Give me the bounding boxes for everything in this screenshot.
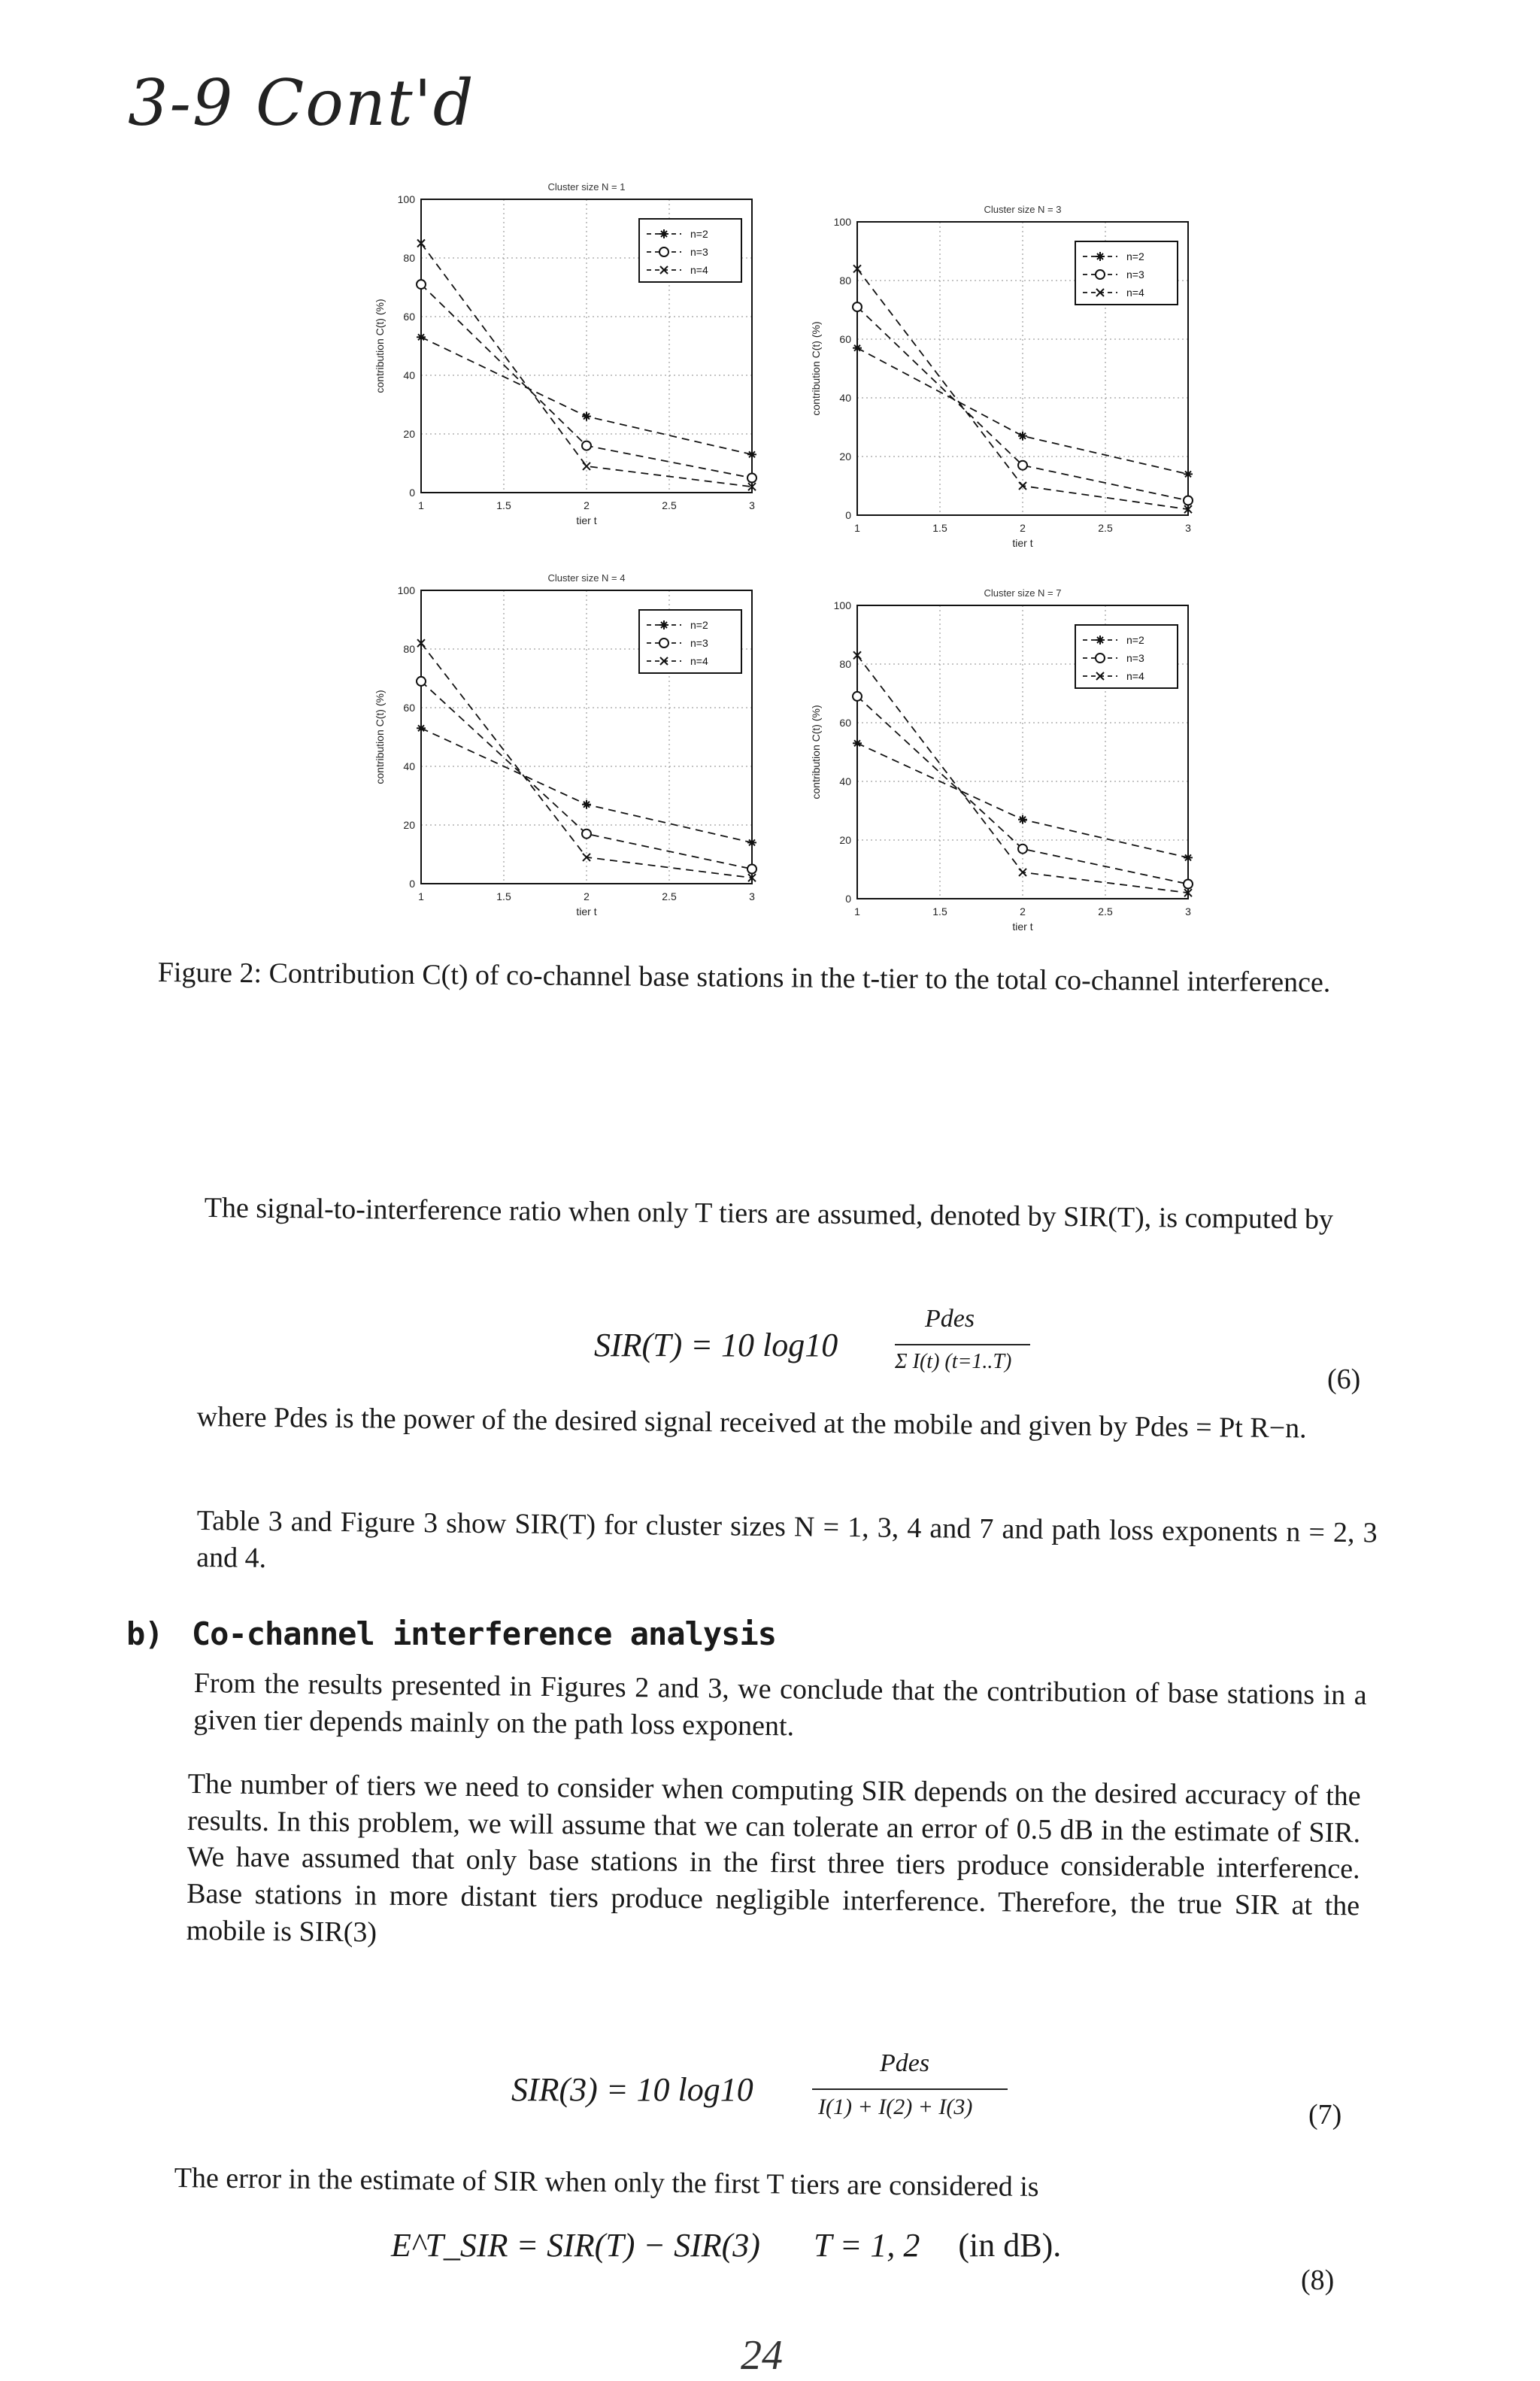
- x-tick-label: 2: [584, 499, 590, 511]
- data-point: [853, 739, 862, 748]
- data-point: [417, 677, 426, 686]
- paragraph-5: The number of tiers we need to consider when computing SIR depends on the desired accuracy of the results. In this problem, we will assume that we can tolerate an error of 0.5 dB in the estimate of SIR. We have assumed that only base stations in the first three tiers produce considerable interference. Base stations in more distant tiers produce negligible interference. Therefore, the true SIR at the mobile is SIR(3): [186, 1767, 1361, 1949]
- x-tick-label: 1: [854, 905, 860, 918]
- y-tick-label: 0: [845, 893, 851, 905]
- caption-label: Figure 2:: [157, 956, 262, 990]
- data-point: [1018, 432, 1027, 441]
- series-line-n=3: [857, 696, 1188, 884]
- legend-label: n=2: [1126, 634, 1144, 646]
- x-tick-label: 1.5: [496, 890, 511, 902]
- x-axis-label: tier t: [576, 905, 597, 918]
- eq8-condition: T = 1, 2: [813, 2227, 920, 2264]
- legend-label: n=4: [1126, 670, 1144, 682]
- y-tick-label: 20: [839, 834, 851, 846]
- series-line-n=4: [421, 643, 752, 878]
- page-number: 24: [741, 2332, 783, 2379]
- x-tick-label: 2.5: [662, 890, 677, 902]
- plot-n1: [353, 169, 835, 560]
- y-tick-label: 60: [839, 333, 851, 345]
- x-tick-label: 1.5: [496, 499, 511, 511]
- legend-label: n=2: [690, 228, 708, 240]
- chart-title: Cluster size N = 1: [547, 181, 626, 193]
- plot-n3-svg: [790, 192, 1271, 583]
- eq7-denominator: I(1) + I(2) + I(3): [818, 2094, 973, 2119]
- plot-n4-svg: [353, 560, 835, 951]
- data-point: [747, 838, 756, 847]
- x-tick-label: 1: [854, 522, 860, 534]
- x-tick-label: 1.5: [932, 522, 947, 534]
- legend-label: n=4: [1126, 287, 1144, 299]
- data-point: [853, 692, 862, 701]
- series-line-n=3: [421, 681, 752, 869]
- eq7-fraction-bar: [812, 2088, 1008, 2090]
- x-tick-label: 3: [749, 890, 755, 902]
- eq8-text: E^T_SIR = SIR(T) − SIR(3): [391, 2227, 760, 2264]
- series-line-n=4: [857, 655, 1188, 893]
- y-tick-label: 20: [403, 819, 415, 831]
- section-title: Co-channel interference analysis: [191, 1615, 777, 1652]
- x-tick-label: 3: [1185, 905, 1191, 918]
- y-tick-label: 40: [403, 760, 415, 772]
- eq7-number: (7): [1308, 2099, 1342, 2131]
- section-heading: [126, 1615, 776, 1652]
- chart-title: Cluster size N = 4: [547, 572, 626, 584]
- paragraph-1: The signal-to-interference ratio when only T tiers are assumed, denoted by SIR(T), is computed by: [204, 1191, 1334, 1236]
- x-tick-label: 2: [584, 890, 590, 902]
- data-point: [1184, 469, 1193, 478]
- y-tick-label: 20: [403, 428, 415, 440]
- x-tick-label: 3: [749, 499, 755, 511]
- y-axis-label: contribution C(t) (%): [810, 705, 822, 799]
- equation-7: [511, 2049, 1038, 2132]
- y-tick-label: 80: [403, 252, 415, 264]
- data-point: [1018, 461, 1027, 470]
- plot-n7: [790, 575, 1271, 966]
- y-tick-label: 40: [403, 369, 415, 381]
- paragraph-3: Table 3 and Figure 3 show SIR(T) for cluster sizes N = 1, 3, 4 and 7 and path loss exponents n = 2, 3 and 4.: [196, 1504, 1378, 1574]
- data-point: [583, 463, 590, 470]
- data-point: [659, 247, 668, 256]
- legend-label: n=3: [690, 637, 708, 649]
- eq8-number: (8): [1301, 2264, 1335, 2296]
- series-line-n=2: [421, 337, 752, 454]
- legend-label: n=4: [690, 655, 708, 667]
- data-point: [417, 332, 426, 341]
- section-label: b): [126, 1615, 163, 1652]
- y-tick-label: 40: [839, 392, 851, 404]
- data-point: [1184, 880, 1193, 889]
- y-axis-label: contribution C(t) (%): [810, 321, 822, 416]
- paragraph-4: From the results presented in Figures 2 and 3, we conclude that the contribution of base stations in a given tier depends mainly on the path loss exponent.: [193, 1667, 1367, 1742]
- data-point: [1096, 654, 1105, 663]
- data-point: [853, 344, 862, 353]
- y-tick-label: 60: [839, 717, 851, 729]
- y-axis-label: contribution C(t) (%): [374, 690, 386, 784]
- x-axis-label: tier t: [1012, 537, 1033, 549]
- data-point: [747, 450, 756, 459]
- data-point: [417, 723, 426, 732]
- y-tick-label: 80: [839, 658, 851, 670]
- eq6-lhs: SIR(T) = 10 log10: [594, 1327, 838, 1363]
- x-axis-label: tier t: [1012, 921, 1033, 933]
- eq7-lhs: SIR(3) = 10 log10: [511, 2071, 753, 2108]
- data-point: [1184, 496, 1193, 505]
- y-tick-label: 80: [403, 643, 415, 655]
- data-point: [1018, 845, 1027, 854]
- y-tick-label: 100: [397, 584, 415, 596]
- equation-6: [594, 1305, 1045, 1388]
- data-point: [582, 441, 591, 450]
- legend-label: n=2: [690, 619, 708, 631]
- data-point: [582, 800, 591, 809]
- plot-n3: [790, 192, 1271, 583]
- chart-title: Cluster size N = 7: [984, 587, 1062, 599]
- data-point: [747, 865, 756, 874]
- x-tick-label: 2: [1020, 905, 1026, 918]
- x-tick-label: 3: [1185, 522, 1191, 534]
- y-tick-label: 0: [409, 878, 415, 890]
- legend-label: n=3: [690, 246, 708, 258]
- x-tick-label: 1.5: [932, 905, 947, 918]
- x-axis-label: tier t: [576, 514, 597, 526]
- data-point: [659, 638, 668, 648]
- x-tick-label: 1: [418, 499, 424, 511]
- x-tick-label: 2.5: [1098, 522, 1113, 534]
- x-tick-label: 1: [418, 890, 424, 902]
- y-tick-label: 100: [833, 599, 851, 611]
- eq6-denominator: Σ I(t) (t=1..T): [895, 1350, 1012, 1373]
- y-tick-label: 40: [839, 775, 851, 787]
- data-point: [1184, 853, 1193, 862]
- y-tick-label: 100: [833, 216, 851, 228]
- y-tick-label: 60: [403, 311, 415, 323]
- x-tick-label: 2: [1020, 522, 1026, 534]
- handwritten-header: 3-9 Cont'd: [128, 66, 475, 140]
- chart-title: Cluster size N = 3: [984, 204, 1062, 215]
- caption-text: Contribution C(t) of co-channel base stations in the t-tier to the total co-channel interference.: [268, 957, 1331, 999]
- plot-n1-svg: [353, 169, 835, 560]
- legend-label: n=3: [1126, 652, 1144, 664]
- eq6-numerator: Pdes: [925, 1305, 975, 1333]
- data-point: [417, 280, 426, 289]
- equation-8: [391, 2226, 1218, 2264]
- legend-label: n=3: [1126, 268, 1144, 281]
- y-tick-label: 80: [839, 274, 851, 287]
- plot-n7-svg: [790, 575, 1271, 966]
- y-tick-label: 0: [845, 509, 851, 521]
- y-axis-label: contribution C(t) (%): [374, 299, 386, 393]
- plot-n4: [353, 560, 835, 951]
- data-point: [1096, 270, 1105, 279]
- legend-label: n=2: [1126, 250, 1144, 262]
- data-point: [582, 412, 591, 421]
- data-point: [853, 302, 862, 311]
- eq6-number: (6): [1327, 1363, 1361, 1395]
- y-tick-label: 60: [403, 702, 415, 714]
- x-tick-label: 2.5: [1098, 905, 1113, 918]
- paragraph-6: The error in the estimate of SIR when only the first T tiers are considered is: [174, 2161, 1039, 2204]
- y-tick-label: 0: [409, 487, 415, 499]
- y-tick-label: 100: [397, 193, 415, 205]
- data-point: [582, 830, 591, 839]
- eq7-numerator: Pdes: [880, 2049, 930, 2077]
- y-tick-label: 20: [839, 450, 851, 463]
- data-point: [1018, 815, 1027, 824]
- legend-label: n=4: [690, 264, 708, 276]
- eq8-unit: (in dB).: [958, 2227, 1062, 2264]
- x-tick-label: 2.5: [662, 499, 677, 511]
- eq6-fraction-bar: [895, 1344, 1030, 1345]
- data-point: [747, 474, 756, 483]
- paragraph-2: where Pdes is the power of the desired signal received at the mobile and given by Pdes = Pt R−n.: [196, 1400, 1307, 1445]
